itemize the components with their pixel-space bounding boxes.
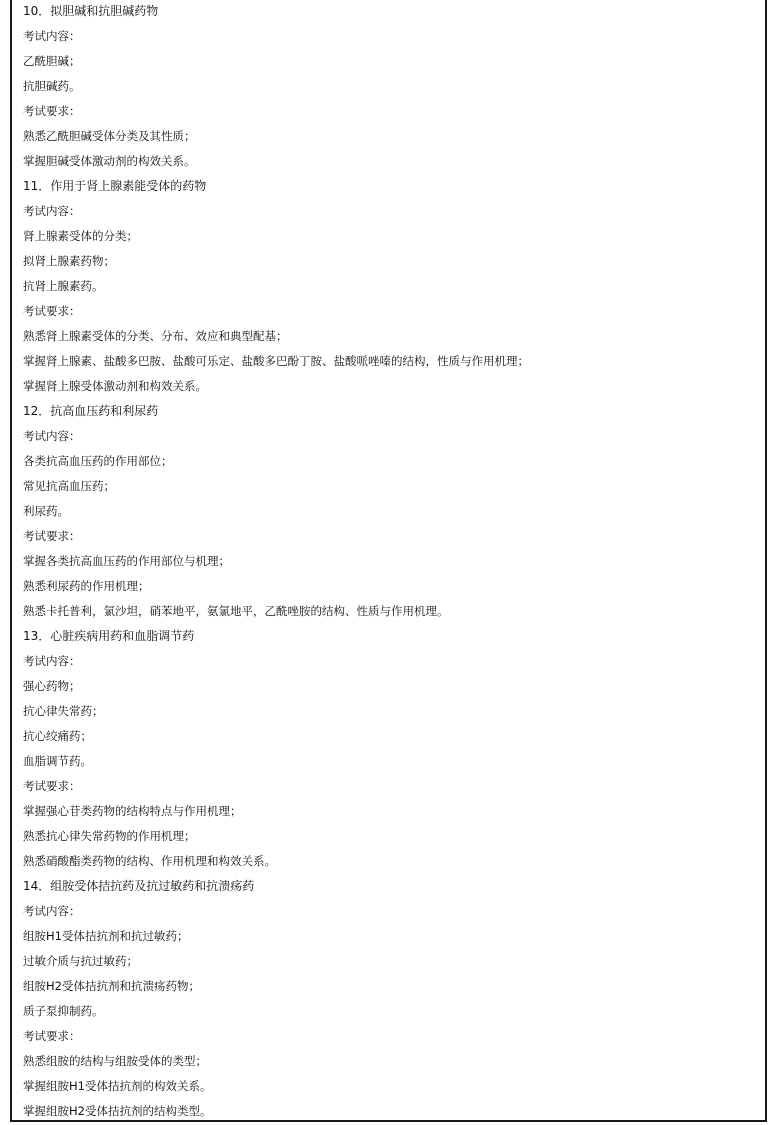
text-line: 考试内容：: [23, 654, 81, 668]
text-line: 考试要求：: [23, 104, 81, 118]
text-line: 强心药物；: [23, 679, 81, 693]
text-line: 熟悉肾上腺素受体的分类、分布、效应和典型配基；: [23, 329, 288, 343]
section-heading: 11．作用于肾上腺素能受体的药物: [23, 179, 207, 193]
text-line: 抗胆碱药。: [23, 79, 81, 93]
section-heading: 12．抗高血压药和利尿药: [23, 404, 159, 418]
text-line: 抗心律失常药；: [23, 704, 104, 718]
text-line: 组胺H2受体拮抗剂和抗溃疡药物；: [23, 979, 200, 993]
text-line: 乙酰胆碱；: [23, 54, 81, 68]
text-line: 拟肾上腺素药物；: [23, 254, 115, 268]
text-line: 熟悉卡托普利，氯沙坦，硝苯地平，氨氯地平，乙酰唑胺的结构、性质与作用机理。: [23, 604, 449, 618]
text-line: 常见抗高血压药；: [23, 479, 115, 493]
text-line: 考试内容：: [23, 29, 81, 43]
text-line: 掌握组胺H1受体拮抗剂的构效关系。: [23, 1079, 212, 1093]
text-line: 掌握组胺H2受体拮抗剂的结构类型。: [23, 1104, 212, 1118]
text-line: 熟悉乙酰胆碱受体分类及其性质；: [23, 129, 196, 143]
text-line: 掌握肾上腺素、盐酸多巴胺、盐酸可乐定、盐酸多巴酚丁胺、盐酸哌唑嗪的结构，性质与作用机理；: [23, 354, 529, 368]
text-line: 组胺H1受体拮抗剂和抗过敏药；: [23, 929, 189, 943]
text-line: 考试要求：: [23, 304, 81, 318]
text-line: 过敏介质与抗过敏药；: [23, 954, 138, 968]
text-line: 质子泵抑制药。: [23, 1004, 104, 1018]
text-line: 血脂调节药。: [23, 754, 92, 768]
text-line: 掌握肾上腺受体激动剂和构效关系。: [23, 379, 207, 393]
text-line: 考试要求：: [23, 529, 81, 543]
section-heading: 14．组胺受体拮抗药及抗过敏药和抗溃疡药: [23, 879, 255, 893]
text-line: 熟悉组胺的结构与组胺受体的类型；: [23, 1054, 207, 1068]
text-line: 考试内容：: [23, 429, 81, 443]
text-line: 掌握强心苷类药物的结构特点与作用机理；: [23, 804, 242, 818]
text-line: 熟悉利尿药的作用机理；: [23, 579, 150, 593]
text-line: 抗肾上腺素药。: [23, 279, 104, 293]
text-line: 肾上腺素受体的分类；: [23, 229, 138, 243]
text-line: 各类抗高血压药的作用部位；: [23, 454, 173, 468]
document-body: [23, 0, 758, 1125]
text-line: 利尿药。: [23, 504, 69, 518]
text-line: 抗心绞痛药；: [23, 729, 92, 743]
text-line: 熟悉硝酸酯类药物的结构、作用机理和构效关系。: [23, 854, 276, 868]
text-line: 掌握各类抗高血压药的作用部位与机理；: [23, 554, 230, 568]
section-heading: 10．拟胆碱和抗胆碱药物: [23, 4, 159, 18]
text-line: 掌握胆碱受体激动剂的构效关系。: [23, 154, 196, 168]
text-line: 考试要求：: [23, 1029, 81, 1043]
text-line: 考试内容：: [23, 904, 81, 918]
text-line: 考试内容：: [23, 204, 81, 218]
text-line: 熟悉抗心律失常药物的作用机理；: [23, 829, 196, 843]
text-line: 考试要求：: [23, 779, 81, 793]
section-heading: 13．心脏疾病用药和血脂调节药: [23, 629, 195, 643]
